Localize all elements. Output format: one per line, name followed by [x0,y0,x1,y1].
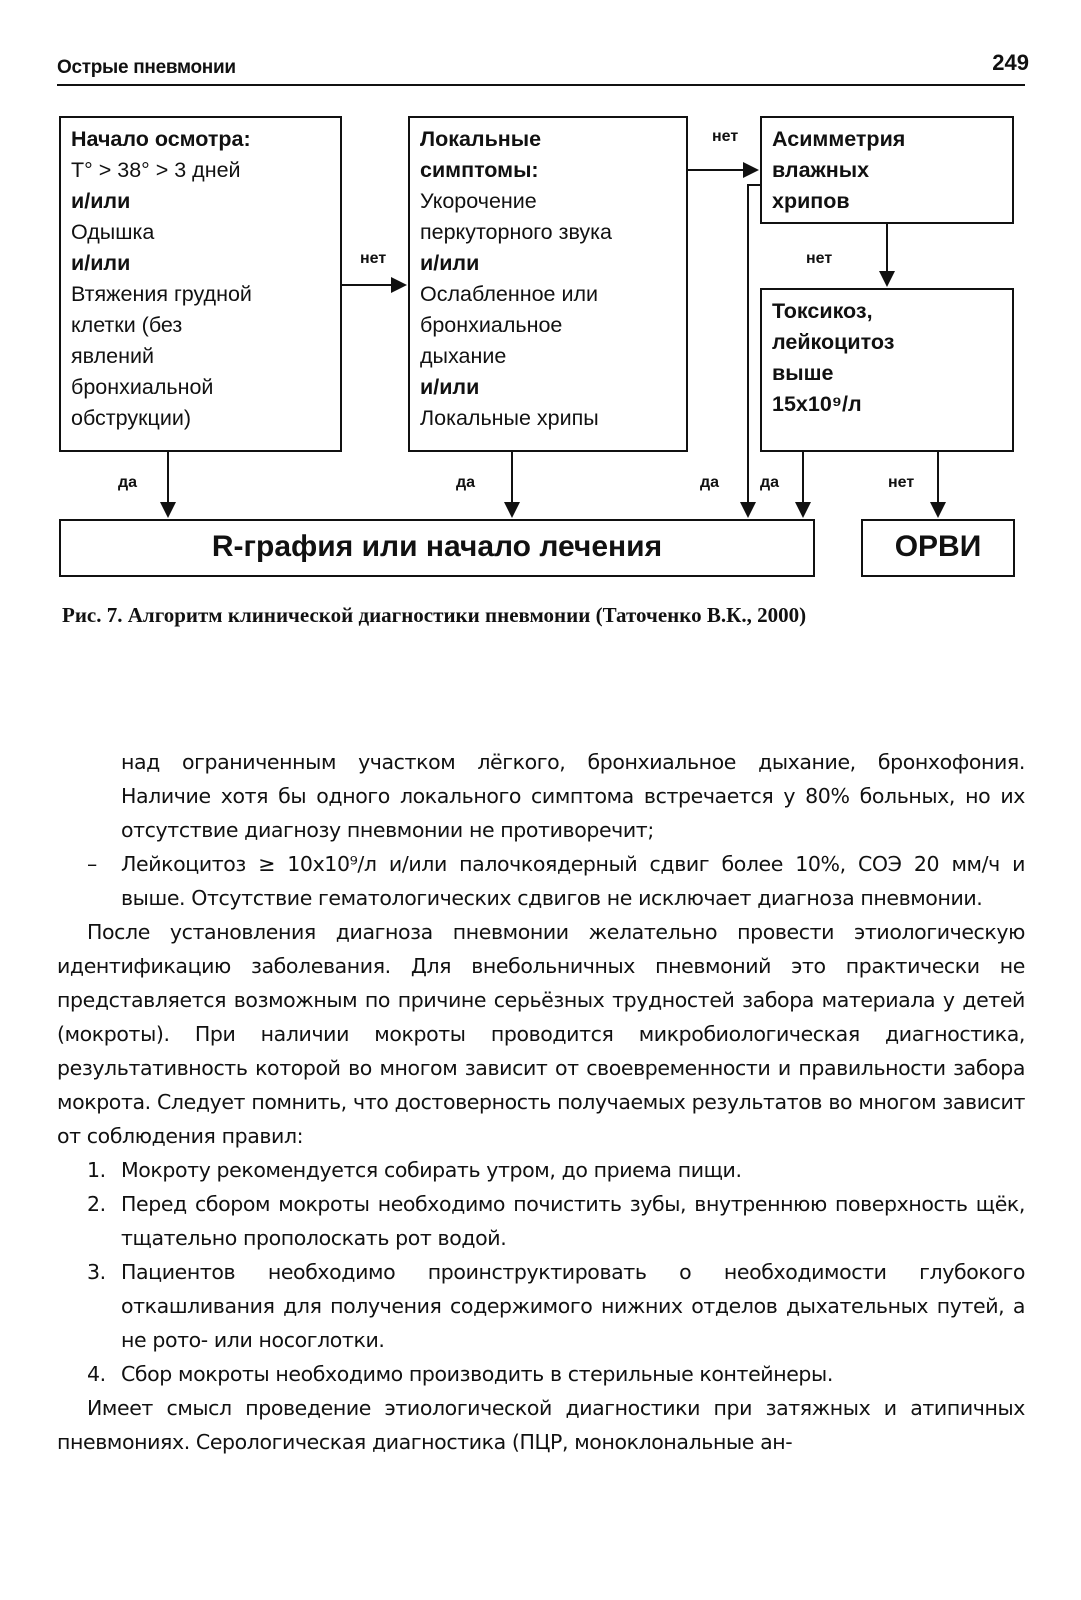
list-item-text: Пациентов необходимо проинструктировать о необходимости глубокого откашливания для получения содержимого нижних отделов дыхательных путей, а не рото- или носоглотки. [121,1260,1025,1352]
box-line: и/или [420,251,480,275]
dash-marker: – [87,852,97,876]
list-number: 3. [87,1260,106,1284]
box-line: Локальные [420,127,542,151]
edge-label-yes: да [118,474,138,491]
box-line: Локальные хрипы [420,406,599,430]
edge-label-no: нет [360,250,387,267]
arrow-asym-to-rgraph [748,185,760,516]
box-line: явлений [71,344,154,368]
box-line: Укорочение [420,189,537,213]
box-line: обструкции) [71,406,191,430]
edge-label-no: нет [806,250,833,267]
box-line: выше [772,361,834,385]
box-line: Одышка [71,220,155,244]
box-line: лейкоцитоз [772,330,895,354]
box-line: клетки (без [71,313,183,337]
list-item [57,1357,1025,1391]
list-number: 2. [87,1192,106,1216]
flow-box-toxicosis [760,288,1014,452]
list-item [57,1153,1025,1187]
running-header-title: Острые пневмонии [57,57,236,78]
list-item-text: Сбор мокроты необходимо производить в стерильные контейнеры. [121,1362,833,1386]
continuation-paragraph: над ограниченным участком лёгкого, бронхиальное дыхание, бронхофония. Наличие хотя бы одного локального симптома встречается у 80% больных, но их отсутствие диагнозу пневмонии не противоречит; [121,750,1025,842]
edge-label-yes: да [456,474,476,491]
box-line: Втяжения грудной [71,282,252,306]
flow-box-exam-start [59,116,342,452]
edge-label-no: нет [712,128,739,145]
box-line: влажных [772,158,870,182]
body-text [57,745,1025,1459]
box-line: бронхиальной [71,375,214,399]
box-line: перкуторного звука [420,220,612,244]
paragraph: После установления диагноза пневмонии желательно провести этиологическую идентификацию заболевания. Для внебольничных пневмоний это практически не представляется возможным по причине серьёзных трудностей забора материала у детей (мокроты). При наличии мокроты проводится микробиологическая диагностика, результативность которой во многом зависит от своевременности и правильности забора мокрота. Следует помнить, что достоверность получаемых результатов во многом зависит от соблюдения правил: [57,920,1025,1148]
list-item-text: Мокроту рекомендуется собирать утром, до приема пищи. [121,1158,742,1182]
box-line: дыхание [420,344,507,368]
edge-label-yes: да [700,474,720,491]
flow-box-asymmetry [760,116,1014,224]
box-line: и/или [420,375,480,399]
box-line: Токсикоз, [772,299,873,323]
flow-box-orvi: ОРВИ [861,519,1015,577]
box-line: симптомы: [420,158,539,182]
list-item-text: Перед сбором мокроты необходимо почистить зубы, внутреннюю поверхность щёк, тщательно прополоскать рот водой. [121,1192,1025,1250]
paragraph: Имеет смысл проведение этиологической диагностики при затяжных и атипичных пневмониях. Серологическая диагностика (ПЦР, моноклональные ан- [57,1396,1025,1454]
list-item [57,1187,1025,1255]
box-line: и/или [71,189,131,213]
list-item [57,1255,1025,1357]
list-number: 1. [87,1158,106,1182]
box-line: и/или [71,251,131,275]
box-line: Асимметрия [772,127,906,151]
page-number: 249 [992,50,1029,75]
box-line: хрипов [772,189,850,213]
flow-box-local-symptoms [408,116,688,452]
flow-box-rgraph-treatment: R-графия или начало лечения [59,519,815,577]
edge-label-yes: да [760,474,780,491]
box-line: Ослабленное или [420,282,599,306]
box-line: T° > 38° > 3 дней [71,158,241,182]
box-line: 15x10⁹/л [772,392,862,416]
list-item [57,847,1025,915]
box-line: Начало осмотра: [71,127,251,151]
box-line: бронхиальное [420,313,563,337]
list-number: 4. [87,1362,106,1386]
list-item-text: Лейкоцитоз ≥ 10x10⁹/л и/или палочкоядерный сдвиг более 10%, СОЭ 20 мм/ч и выше. Отсутствие гематологических сдвигов не исключает диагноза пневмонии. [121,852,1025,910]
edge-label-no: нет [888,474,915,491]
figure-caption: Рис. 7. Алгоритм клинической диагностики пневмонии (Таточенко В.К., 2000) [62,603,807,627]
